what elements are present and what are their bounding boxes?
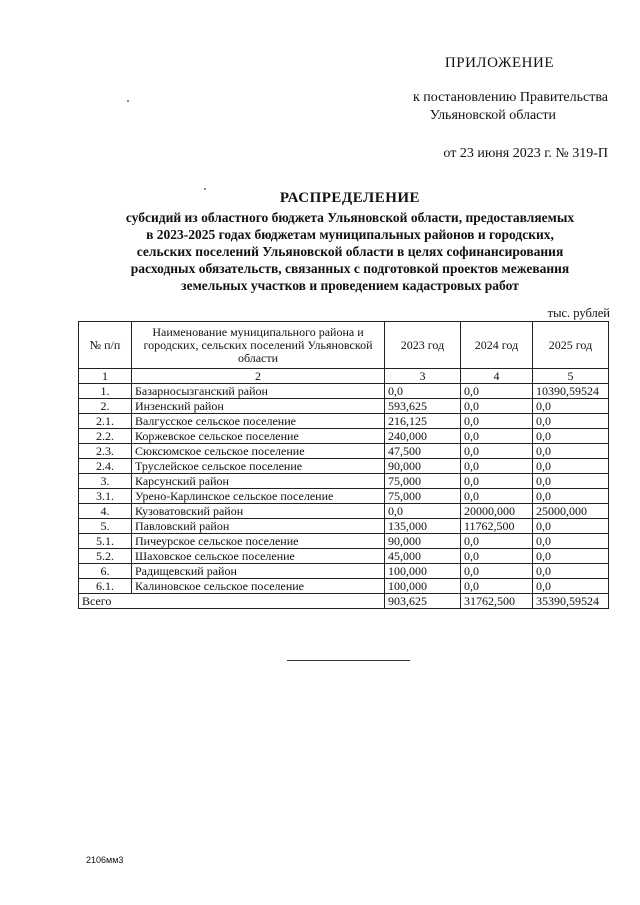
table-row bbox=[79, 489, 609, 504]
row-name: Базарносызганский район bbox=[132, 384, 385, 399]
scan-speck bbox=[204, 188, 206, 190]
table-row bbox=[79, 384, 609, 399]
column-number: 4 bbox=[461, 369, 533, 384]
row-value-2025: 0,0 bbox=[533, 444, 609, 459]
header-2023: 2023 год bbox=[385, 322, 461, 369]
table-row bbox=[79, 474, 609, 489]
row-value-2025: 0,0 bbox=[533, 474, 609, 489]
row-number: 2. bbox=[79, 399, 132, 414]
row-name: Труслейское сельское поселение bbox=[132, 459, 385, 474]
row-value-2024: 0,0 bbox=[461, 414, 533, 429]
row-value-2023: 47,500 bbox=[385, 444, 461, 459]
subsidy-distribution-table bbox=[78, 321, 609, 609]
row-name: Урено-Карлинское сельское поселение bbox=[132, 489, 385, 504]
total-row bbox=[79, 594, 609, 609]
row-value-2023: 90,000 bbox=[385, 459, 461, 474]
row-value-2023: 90,000 bbox=[385, 534, 461, 549]
row-name: Инзенский район bbox=[132, 399, 385, 414]
row-name: Шаховское сельское поселение bbox=[132, 549, 385, 564]
row-value-2024: 0,0 bbox=[461, 429, 533, 444]
row-value-2025: 0,0 bbox=[533, 414, 609, 429]
table-row bbox=[79, 429, 609, 444]
table-row bbox=[79, 444, 609, 459]
row-number: 4. bbox=[79, 504, 132, 519]
row-value-2024: 0,0 bbox=[461, 489, 533, 504]
row-value-2025: 0,0 bbox=[533, 549, 609, 564]
subtitle-line: расходных обязательств, связанных с подготовкой проектов межевания bbox=[130, 261, 570, 276]
table-row bbox=[79, 579, 609, 594]
row-value-2024: 20000,000 bbox=[461, 504, 533, 519]
row-value-2025: 0,0 bbox=[533, 519, 609, 534]
row-value-2025: 0,0 bbox=[533, 459, 609, 474]
row-value-2024: 0,0 bbox=[461, 564, 533, 579]
scan-speck bbox=[127, 100, 129, 102]
header-2024: 2024 год bbox=[461, 322, 533, 369]
row-value-2024: 0,0 bbox=[461, 579, 533, 594]
column-number-row bbox=[79, 369, 609, 384]
row-value-2025: 0,0 bbox=[533, 564, 609, 579]
document-title: РАСПРЕДЕЛЕНИЕ bbox=[279, 190, 421, 206]
row-value-2023: 0,0 bbox=[385, 384, 461, 399]
row-value-2025: 10390,59524 bbox=[533, 384, 609, 399]
column-number: 2 bbox=[132, 369, 385, 384]
row-value-2023: 45,000 bbox=[385, 549, 461, 564]
table-row bbox=[79, 504, 609, 519]
header-name: Наименование муниципального района и городских, сельских поселений Ульяновской области bbox=[132, 322, 385, 369]
table-row bbox=[79, 519, 609, 534]
row-name: Сюксюмское сельское поселение bbox=[132, 444, 385, 459]
row-value-2023: 216,125 bbox=[385, 414, 461, 429]
total-2023: 903,625 bbox=[385, 594, 461, 609]
row-value-2023: 75,000 bbox=[385, 489, 461, 504]
row-number: 6.1. bbox=[79, 579, 132, 594]
row-name: Кузоватовский район bbox=[132, 504, 385, 519]
row-value-2025: 0,0 bbox=[533, 429, 609, 444]
subtitle-line: земельных участков и проведением кадастровых работ bbox=[181, 278, 519, 293]
resolution-reference: к постановлению Правительства bbox=[412, 90, 608, 105]
footer-code: 2106мм3 bbox=[86, 855, 124, 865]
units-label: тыс. рублей bbox=[547, 306, 610, 320]
row-value-2025: 0,0 bbox=[533, 489, 609, 504]
table-row bbox=[79, 414, 609, 429]
resolution-date-number: от 23 июня 2023 г. № 319-П bbox=[443, 146, 608, 161]
appendix-label: ПРИЛОЖЕНИЕ bbox=[444, 55, 554, 71]
row-number: 3.1. bbox=[79, 489, 132, 504]
column-number: 5 bbox=[533, 369, 609, 384]
row-value-2024: 0,0 bbox=[461, 474, 533, 489]
table-header-row bbox=[79, 322, 609, 369]
total-2025: 35390,59524 bbox=[533, 594, 609, 609]
region-name: Ульяновской области bbox=[429, 108, 556, 123]
row-name: Пичеурское сельское поселение bbox=[132, 534, 385, 549]
row-value-2023: 100,000 bbox=[385, 564, 461, 579]
row-name: Павловский район bbox=[132, 519, 385, 534]
row-value-2024: 0,0 bbox=[461, 384, 533, 399]
header-num: № п/п bbox=[79, 322, 132, 369]
end-separator-line bbox=[287, 660, 410, 661]
row-number: 5.1. bbox=[79, 534, 132, 549]
row-name: Коржевское сельское поселение bbox=[132, 429, 385, 444]
row-number: 5.2. bbox=[79, 549, 132, 564]
row-name: Карсунский район bbox=[132, 474, 385, 489]
row-value-2025: 0,0 bbox=[533, 399, 609, 414]
row-number: 5. bbox=[79, 519, 132, 534]
row-value-2025: 25000,000 bbox=[533, 504, 609, 519]
document-title-block bbox=[60, 190, 640, 294]
subtitle-line: субсидий из областного бюджета Ульяновской области, предоставляемых bbox=[125, 210, 575, 225]
row-value-2025: 0,0 bbox=[533, 579, 609, 594]
row-value-2024: 0,0 bbox=[461, 549, 533, 564]
row-value-2023: 240,000 bbox=[385, 429, 461, 444]
header-2025: 2025 год bbox=[533, 322, 609, 369]
row-value-2023: 0,0 bbox=[385, 504, 461, 519]
document-subtitle bbox=[60, 209, 640, 294]
row-value-2023: 75,000 bbox=[385, 474, 461, 489]
row-name: Радищевский район bbox=[132, 564, 385, 579]
table-row bbox=[79, 399, 609, 414]
table-row bbox=[79, 459, 609, 474]
column-number: 1 bbox=[79, 369, 132, 384]
row-number: 6. bbox=[79, 564, 132, 579]
table-row bbox=[79, 564, 609, 579]
total-label: Всего bbox=[79, 594, 385, 609]
row-number: 3. bbox=[79, 474, 132, 489]
row-value-2023: 593,625 bbox=[385, 399, 461, 414]
row-number: 2.4. bbox=[79, 459, 132, 474]
row-value-2024: 0,0 bbox=[461, 459, 533, 474]
row-value-2024: 0,0 bbox=[461, 534, 533, 549]
row-number: 1. bbox=[79, 384, 132, 399]
subtitle-line: в 2023-2025 годах бюджетам муниципальных районов и городских, bbox=[146, 227, 554, 242]
subtitle-line: сельских поселений Ульяновской области в целях софинансирования bbox=[136, 244, 564, 259]
row-name: Калиновское сельское поселение bbox=[132, 579, 385, 594]
row-value-2023: 100,000 bbox=[385, 579, 461, 594]
column-number: 3 bbox=[385, 369, 461, 384]
row-value-2024: 0,0 bbox=[461, 444, 533, 459]
row-number: 2.2. bbox=[79, 429, 132, 444]
row-value-2025: 0,0 bbox=[533, 534, 609, 549]
table-row bbox=[79, 549, 609, 564]
table-row bbox=[79, 534, 609, 549]
row-value-2024: 11762,500 bbox=[461, 519, 533, 534]
total-2024: 31762,500 bbox=[461, 594, 533, 609]
row-number: 2.1. bbox=[79, 414, 132, 429]
row-value-2024: 0,0 bbox=[461, 399, 533, 414]
row-number: 2.3. bbox=[79, 444, 132, 459]
row-value-2023: 135,000 bbox=[385, 519, 461, 534]
row-name: Валгусское сельское поселение bbox=[132, 414, 385, 429]
